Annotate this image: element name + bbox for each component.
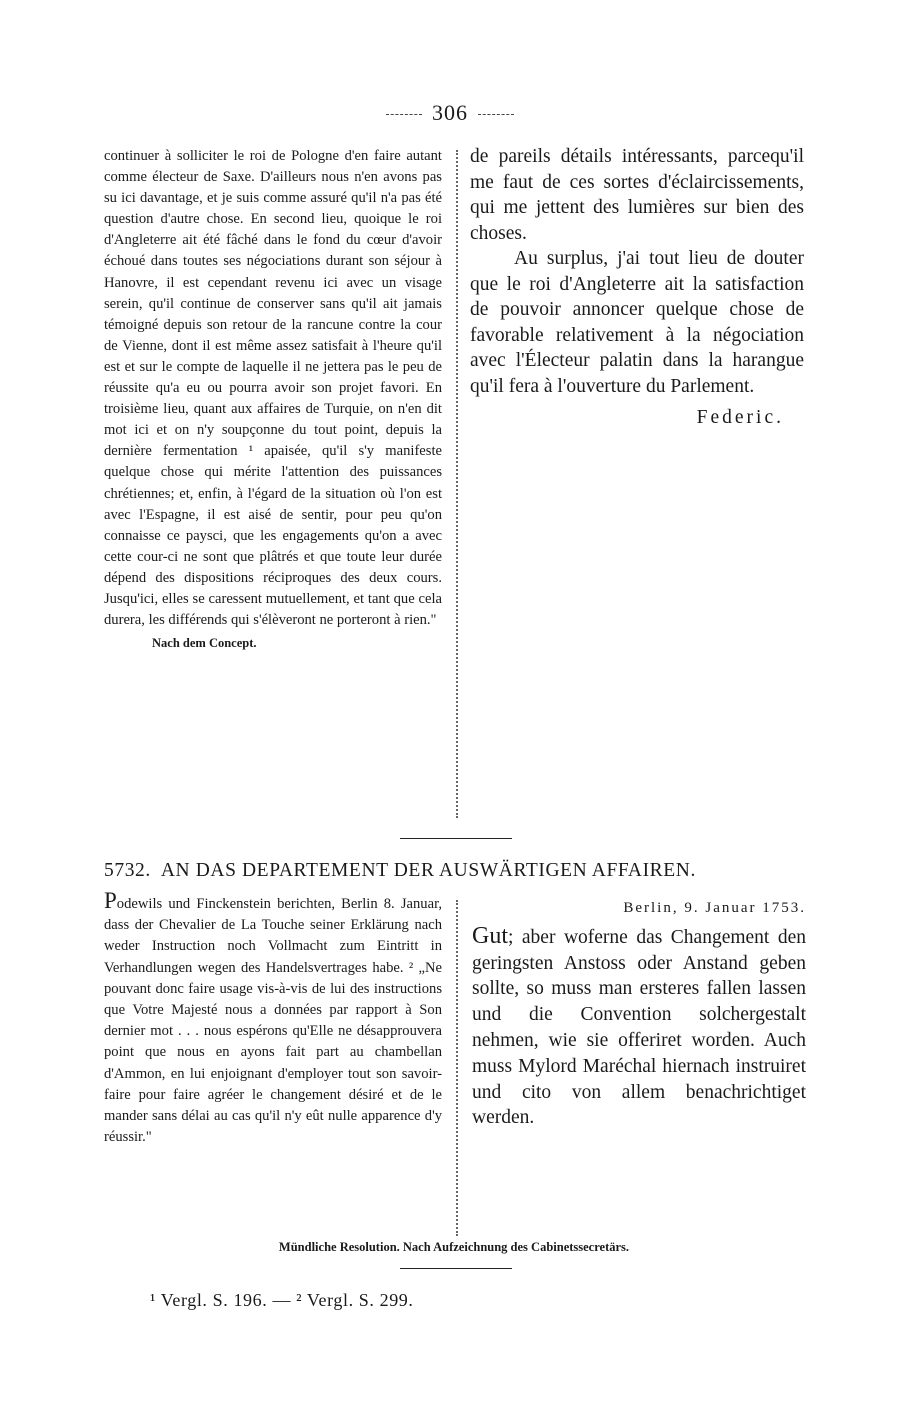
section-rule bbox=[400, 838, 512, 839]
resolution-text bbox=[472, 924, 806, 1131]
footnote-rule bbox=[400, 1268, 512, 1269]
document-number: 5732. bbox=[104, 860, 151, 881]
header-dash-right bbox=[478, 114, 514, 115]
section1-left-text: continuer à solliciter le roi de Pologne d'en faire autant comme électeur de Saxe. D'ailleurs nous n'en avons pas su ici davantage, et je suis comme assuré qu'il n'a pas été question d'autre chose. En second lieu, quoique le roi d'Angleterre ait été fâché dans le fond du cœur d'avoir échoué dans toutes ses négociations durant son séjour à Hanovre, il est cependant revenu ici avec un visage serein, qu'il continue de conserver sans qu'il ait jamais témoigné depuis son retour de la rancune contre la cour de Vienne, dont il est même assez satisfait à l'heure qu'il est et sur le compte de laquelle il ne jettera pas le peu de réussite qu'a eu ou pourra avoir son projet favori. En troisième lieu, quant aux affaires de Turquie, on n'en dit mot ici et on n'y soupçonne du tout point, depuis la dernière fermentation ¹ apaisée, qu'il s'y manifeste quelque chose qui mérite l'attention des puissances chrétiennes; et, enfin, à l'égard de la situation où l'on est avec l'Espagne, il est aisé de sentir, pour peu qu'on connaisse ce paysci, que les engagements qu'on a avec cette cour-ci ne sont que plâtrés et que toute leur durée dépend des dispositions réciproques des deux cours. Jusqu'ici, elles se caressent mutuellement, et tant que cela durera, les différends qui s'élèveront ne porteront à rien." bbox=[104, 148, 442, 629]
section2-left-column bbox=[104, 888, 442, 1148]
resolution-note: Mündliche Resolution. Nach Aufzeichnung des Cabinetssecretärs. bbox=[278, 1240, 630, 1254]
footnotes: ¹ Vergl. S. 196. — ² Vergl. S. 299. bbox=[150, 1290, 414, 1310]
section1-right-paragraph-2: Au surplus, j'ai tout lieu de douter que le roi d'Angleterre ait la satisfaction de pouvoir annoncer quelque chose de favorable relativement à la négociation avec l'Électeur palatin dans la harangue qu'il fera à l'ouverture du Parlement. bbox=[470, 248, 804, 397]
section2-right-column bbox=[472, 896, 806, 1131]
column-divider-1 bbox=[456, 150, 458, 818]
page-header bbox=[0, 100, 900, 126]
section2-left-text bbox=[104, 888, 442, 1148]
section2-left-body: odewils und Finckenstein berichten, Berlin 8. Januar, dass der Chevalier de La Touche seiner Erklärung nach weder Instruction noch Vollmacht zum Eintritt in Verhandlungen wegen des Handelsvertrages habe. ² „Ne pouvant donc faire usage vis-à-vis de lui des instructions que Votre Majesté nous a données par rapport à Son dernier mot . . . nous espérons qu'Elle ne désapprouvera point que nous en ayons fait part au chambellan d'Ammon, en lui enjoignant d'employer tout son savoir-faire pour faire agréer le changement désiré et de le mander sans délai au cas qu'il n'y eût nulle apparence d'y réussir." bbox=[104, 896, 442, 1146]
resolution-body: ; aber woferne das Changement den geringsten Anstoss oder Anstand geben sollte, so muss man ersteres fallen lassen und die Convention solchergestalt nehmen, wie sie offeriret worden. Auch muss Mylord Maréchal hiernach instruiret und cito von allem benachrichtiget werden. bbox=[472, 926, 806, 1129]
section1-right-paragraph-1: de pareils détails intéressants, parcequ'il me faut de ces sortes d'éclaircissements, qui me jettent des lumières sur bien des choses. bbox=[470, 146, 804, 244]
section1-left-column bbox=[104, 146, 442, 654]
document-title: AN DAS DEPARTEMENT DER AUSWÄRTIGEN AFFAIREN. bbox=[160, 860, 696, 881]
signature: Federic. bbox=[696, 407, 784, 428]
resolution-first-word: Gut bbox=[472, 922, 508, 949]
source-note: Nach dem Concept. bbox=[152, 636, 257, 651]
section1-right-column bbox=[470, 144, 804, 431]
dateline: Berlin, 9. Januar 1753. bbox=[623, 900, 806, 916]
page-number: 306 bbox=[432, 100, 468, 125]
column-divider-2 bbox=[456, 900, 458, 1236]
header-dash-left bbox=[386, 114, 422, 115]
document-heading bbox=[104, 860, 804, 882]
initial-letter: P bbox=[104, 888, 117, 913]
